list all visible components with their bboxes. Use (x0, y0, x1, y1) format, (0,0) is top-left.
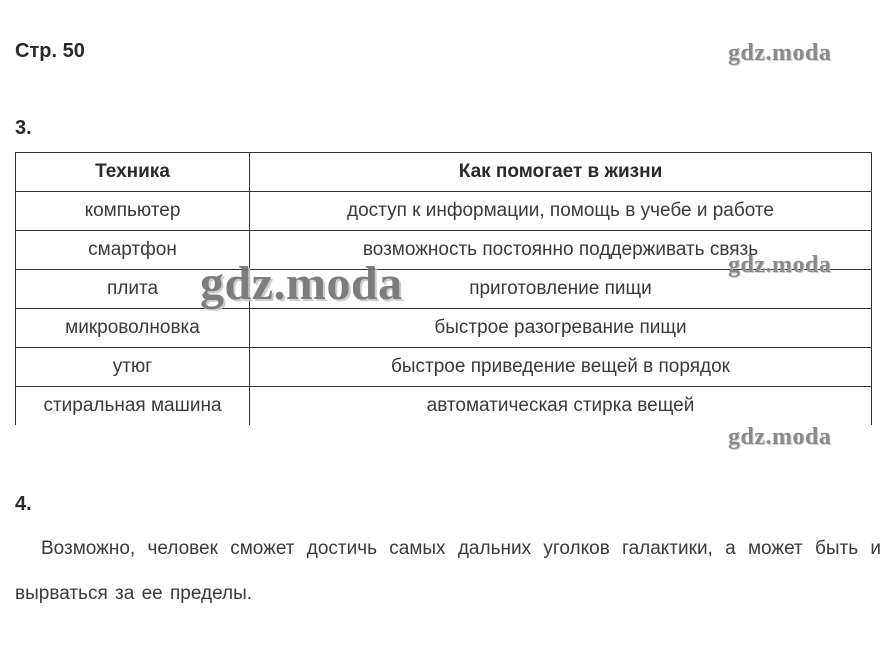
column-header-how-it-helps: Как помогает в жизни (250, 153, 872, 192)
table-row (16, 309, 872, 348)
column-header-technique: Техника (16, 153, 250, 192)
technique-cell: плита (16, 270, 250, 309)
table-row (16, 348, 872, 387)
technique-cell: утюг (16, 348, 250, 387)
table-row (16, 387, 872, 426)
technique-cell: стиральная машина (16, 387, 250, 426)
technique-cell: микроволновка (16, 309, 250, 348)
watermark-top: gdz.moda (728, 40, 832, 66)
help-cell: быстрое приведение вещей в порядок (250, 348, 872, 387)
technique-cell: смартфон (16, 231, 250, 270)
help-cell: автоматическая стирка вещей (250, 387, 872, 426)
help-cell: приготовление пищи (250, 270, 872, 309)
table-row (16, 192, 872, 231)
watermark-bottom: gdz.moda (728, 424, 832, 450)
page-reference: Стр. 50 (15, 40, 85, 62)
task-3-number: 3. (15, 117, 32, 139)
help-cell: возможность постоянно поддерживать связь (250, 231, 872, 270)
help-cell: доступ к информации, помощь в учебе и работе (250, 192, 872, 231)
task-4-answer-text: Возможно, человек сможет достичь самых дальних уголков галактики, а может быть и вырваться за ее пределы. (15, 538, 881, 604)
task-4-number: 4. (15, 493, 32, 515)
answer-table (15, 152, 872, 425)
table-header-row (16, 153, 872, 192)
help-cell: быстрое разогревание пищи (250, 309, 872, 348)
watermark-middle: gdz.moda (728, 252, 832, 278)
technique-cell: компьютер (16, 192, 250, 231)
watermark-large: gdz.moda (200, 257, 403, 310)
